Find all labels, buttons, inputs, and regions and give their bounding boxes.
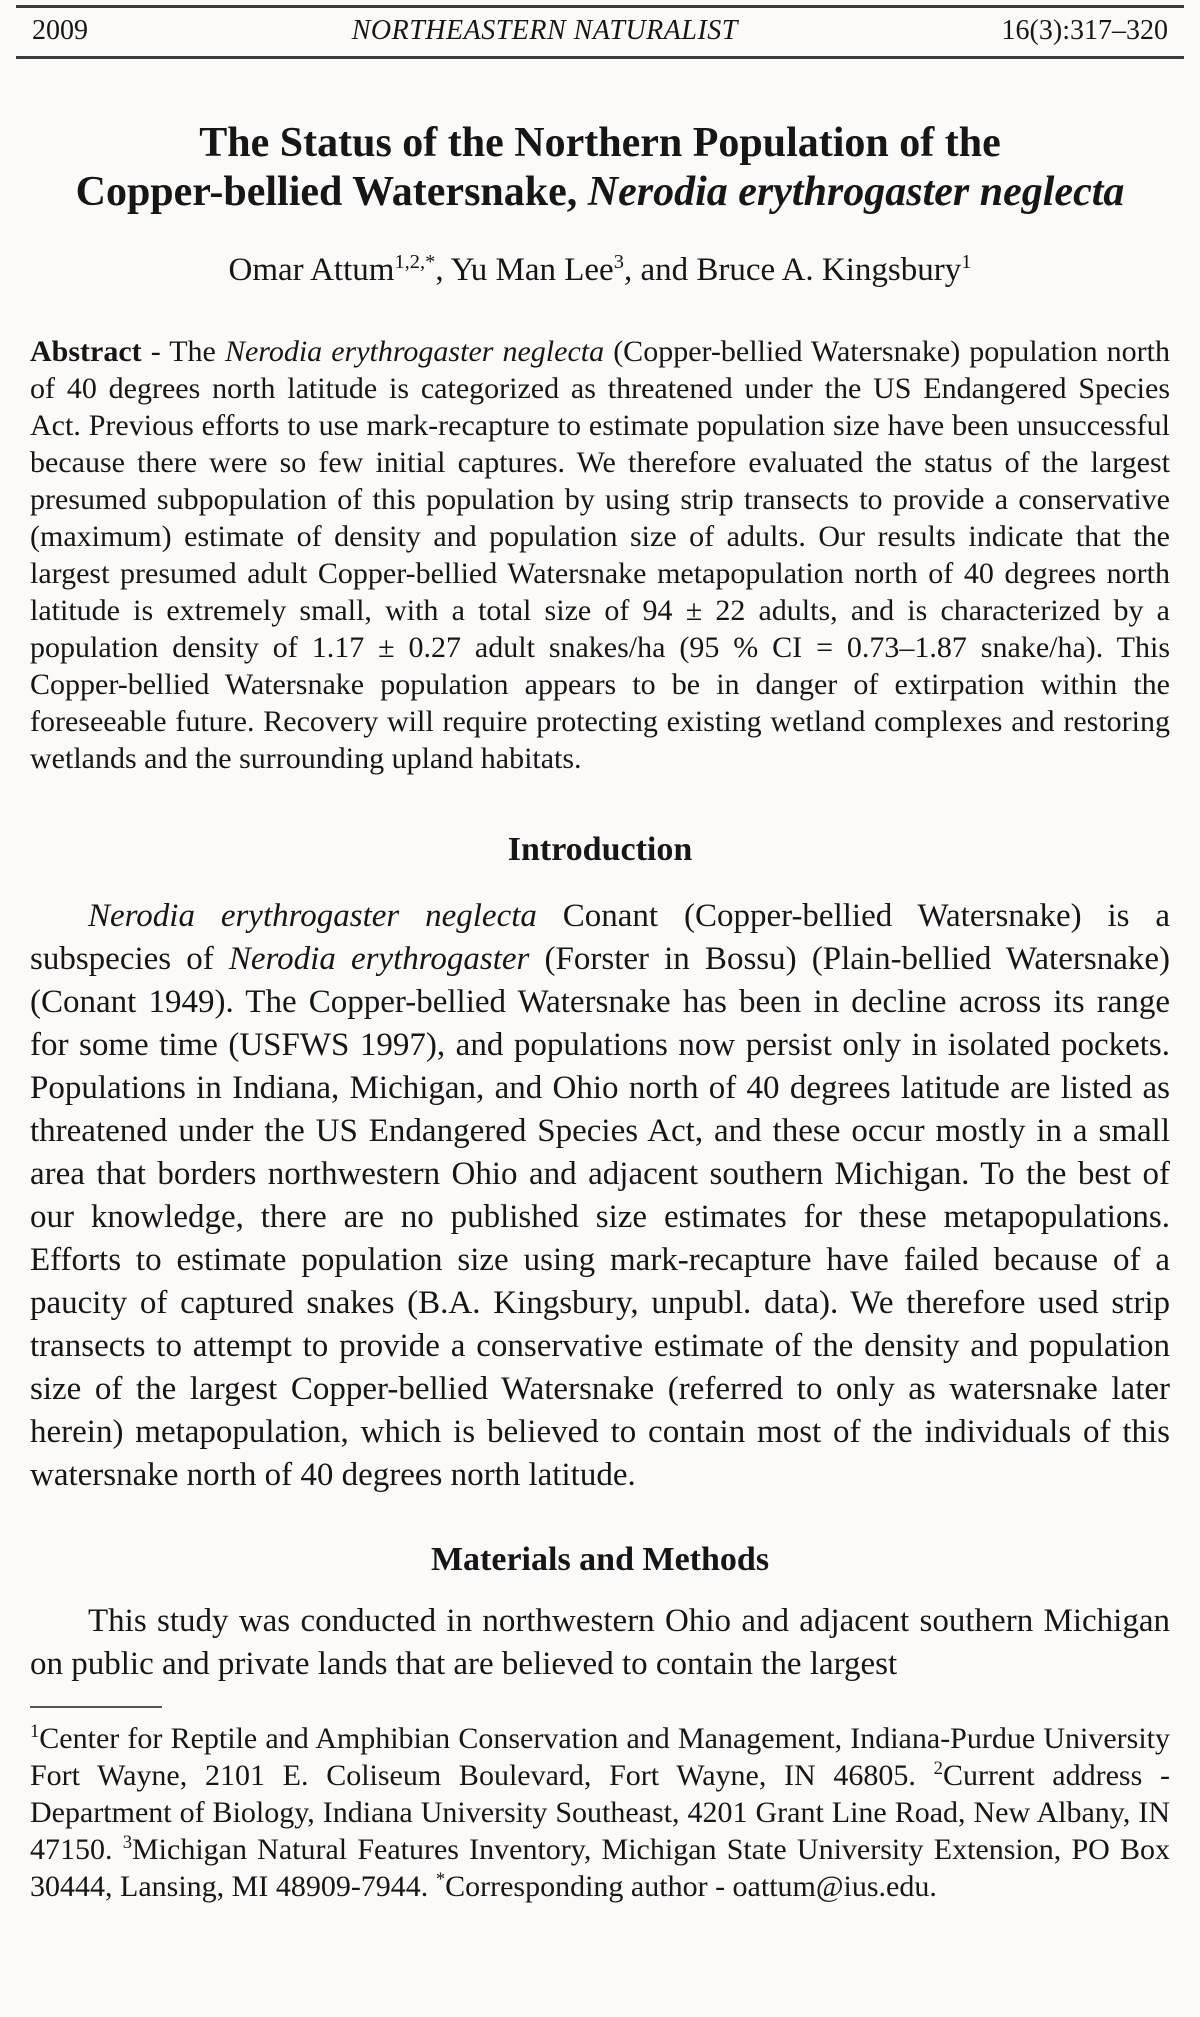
abstract-label: Abstract [30,335,142,369]
footnote-corresponding-text: Corresponding author - oattum@ius.edu. [445,1870,937,1904]
methods-heading: Materials and Methods [430,1540,770,1578]
authors-line [30,252,1170,289]
article-title-species-name: Nerodia erythrogaster neglecta [587,168,1125,215]
footnotes-paragraph [30,1720,1170,1905]
author-2: Yu Man Lee [450,252,614,289]
footnote-divider [30,1706,162,1708]
footnote-1-text: Center for Reptile and Amphibian Conservation and Management, Indiana-Purdue University Fort Wayne, 2101 E. Coliseum Boulevard, Fort Wayne, IN 46805. [30,1722,1170,1793]
footnote-3-marker: 3 [122,1832,132,1854]
article-title-line2: Copper-bellied Watersnake, [75,168,588,215]
footnote-2-text: Current address - Department of Biology, Indiana University Southeast, 4201 Grant Line Road, New Albany, IN 47150. [30,1759,1170,1867]
article-title [30,119,1170,216]
running-header [16,5,1184,59]
introduction-species-name-1: Nerodia erythrogaster neglecta [88,897,537,934]
footnote-corresponding-marker: * [435,1869,446,1891]
footnote-2-marker: 2 [933,1758,943,1780]
author-separator-2: , and [623,252,697,289]
author-3: Bruce A. Kingsbury [696,252,962,289]
abstract-body-text: (Copper-bellied Watersnake) population north of 40 degrees north latitude is categorized as threatened under the US Endangered Species Act. Previous efforts to use mark-recapture to estimate population size have been unsuccessful because there were so few initial captures. We therefore evaluated the status of the largest presumed subpopulation of this population by using strip transects to provide a conservative (maximum) estimate of density and population size of adults. Our results indicate that the largest presumed adult Copper-bellied Watersnake metapopulation north of 40 degrees north latitude is extremely small, with a total size of 94 ± 22 adults, and is characterized by a population density of 1.17 ± 0.27 adult snakes/ha (95 % CI = 0.73–1.87 snake/ha). This Copper-bellied Watersnake population appears to be in danger of extirpation within the foreseeable future. Recovery will require protecting existing wetland complexes and restoring wetlands and the surrounding upland habitats. [30,335,1170,776]
introduction-text-2: (Forster in Bossu) (Plain-bellied Watersnake) (Conant 1949). The Copper-bellied Watersnake has been in decline across its range for some time (USFWS 1997), and populations now persist only in isolated pockets. Populations in Indiana, Michigan, and Ohio north of 40 degrees latitude are listed as threatened under the US Endangered Species Act, and these occur mostly in a small area that borders northwestern Ohio and adjacent southern Michigan. To the best of our knowledge, there are no published size estimates for these metapopulations. Efforts to estimate population size using mark-recapture have failed because of a paucity of captured snakes (B.A. Kingsbury, unpubl. data). We therefore used strip transects to attempt to provide a conservative estimate of the density and population size of the largest Copper-bellied Watersnake (referred to only as watersnake later herein) metapopulation, which is believed to contain most of the individuals of this watersnake north of 40 degrees north latitude. [30,940,1170,1493]
author-1-affiliation-superscript: 1,2,* [394,251,436,274]
author-3-affiliation-superscript: 1 [961,251,972,274]
introduction-paragraph [30,895,1170,1497]
article-title-line1: The Status of the Northern Population of the [199,120,1001,166]
author-2-affiliation-superscript: 3 [613,251,624,274]
methods-paragraph [30,1600,1170,1686]
header-citation: 16(3):317–320 [1001,15,1168,46]
abstract-paragraph [30,333,1170,777]
introduction-species-name-2: Nerodia erythrogaster [228,940,530,977]
methods-text: This study was conducted in northwestern Ohio and adjacent southern Michigan on public and private lands that are believed to contain the largest [30,1603,1170,1683]
introduction-heading: Introduction [507,831,693,869]
author-separator-1: , [435,252,451,289]
header-journal-name: NORTHEASTERN NATURALIST [351,15,738,46]
introduction-text-1: Conant (Copper-bellied Watersnake) is a subspecies of [30,897,1170,977]
author-1: Omar Attum [228,252,395,289]
abstract-lead-text: - The [141,335,225,369]
footnote-1-marker: 1 [30,1721,40,1743]
footnote-3-text: Michigan Natural Features Inventory, Michigan State University Extension, PO Box 30444, Lansing, MI 48909-7944. [30,1833,1171,1904]
abstract-species-name: Nerodia erythrogaster neglecta [224,335,605,369]
header-year: 2009 [32,15,88,46]
